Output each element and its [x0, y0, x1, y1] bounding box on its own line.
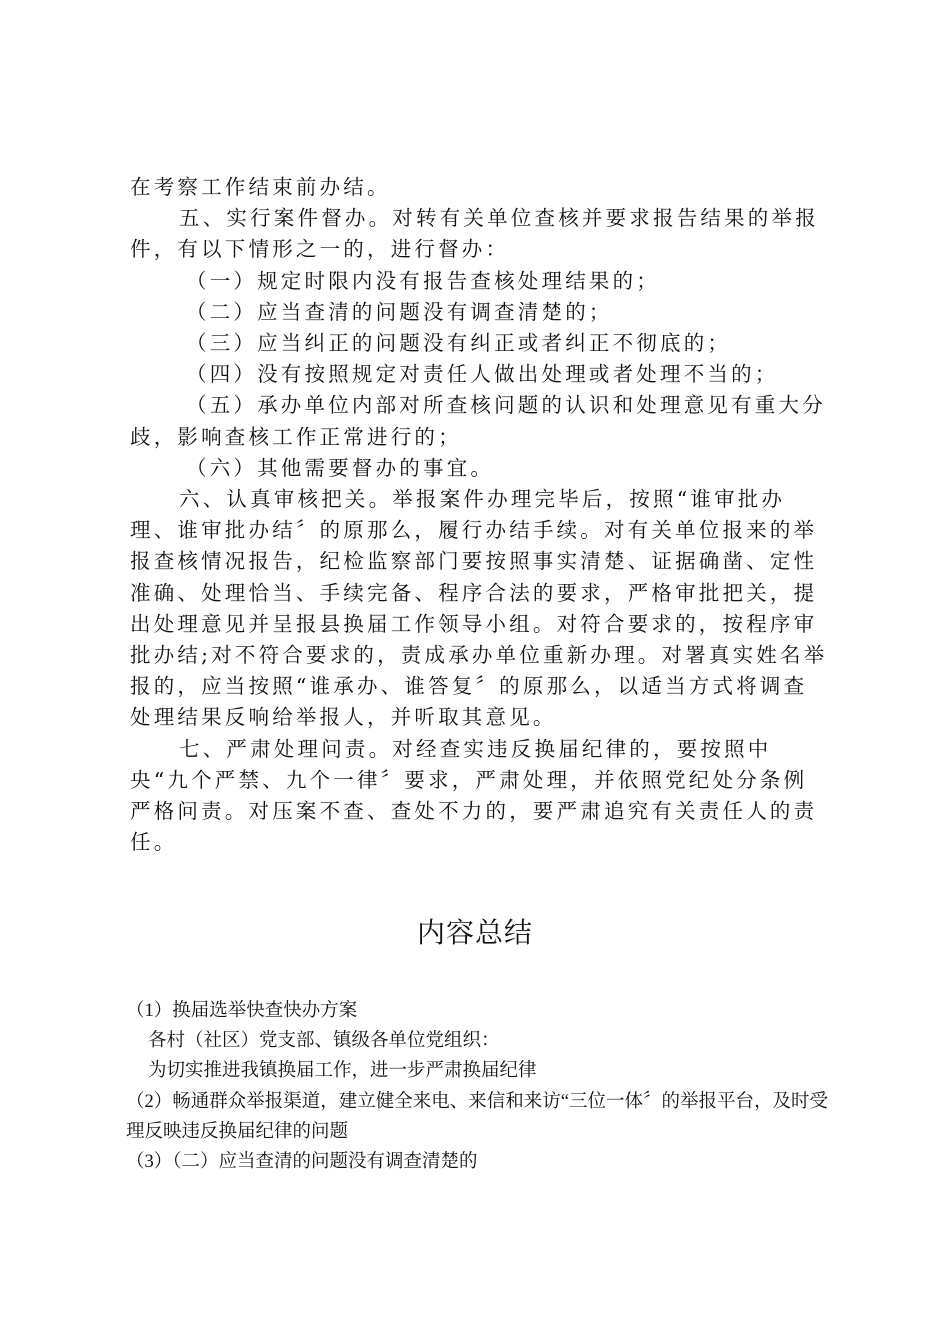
summary-item: （2）畅通群众举报渠道，建立健全来电、来信和来访“三位一体〞的举报平台，及时受理反映违反换届纪律的问题 — [126, 1091, 828, 1142]
paragraph-section-6: 六、认真审核把关。举报案件办理完毕后，按照“谁审批办理、谁审批办结〞的原那么，履行办结手续。对有关单位报来的举报查核情况报告，纪检监察部门要按照事实清楚、证据确凿、定性准确、处理恰当、手续完备、程序合法的要求，严格审批把关，提出处理意见并呈报县换届工作领导小组。对符合要求的，按程序审批办结;对不符合要求的，责成承办单位重新办理。对署真实姓名举报的，应当按照“谁承办、谁答复〞的原那么，以适当方式将调查处理结果反响给举报人，并听取其意见。 — [130, 487, 828, 730]
document-body — [130, 172, 830, 858]
list-item: （五）承办单位内部对所查核问题的认识和处理意见有重大分歧，影响查核工作正常进行的； — [130, 393, 826, 449]
list-item: （二）应当查清的问题没有调查清楚的； — [186, 299, 613, 324]
summary-item: 为切实推进我镇换届工作，进一步严肃换届纪律 — [148, 1061, 537, 1082]
list-item: （四）没有按照规定对责任人做出处理或者处理不当的； — [186, 362, 779, 387]
paragraph-continuation: 在考察工作结束前办结。 — [130, 175, 391, 199]
summary-title: 内容总结 — [416, 918, 533, 949]
summary-list — [126, 996, 846, 1177]
paragraph-section-7: 七、严肃处理问责。对经查实违反换届纪律的，要按照中央“九个严禁、九个一律〞要求，严肃处理，并依照党纪处分条例严格问责。对压案不查、查处不力的，要严肃追究有关责任人的责任。 — [130, 736, 818, 855]
list-item: （一）规定时限内没有报告查核处理结果的； — [186, 268, 660, 293]
list-item: （三）应当纠正的问题没有纠正或者纠正不彻底的； — [186, 331, 732, 356]
summary-item: 各村（社区）党支部、镇级各单位党组织： — [148, 1031, 500, 1052]
list-item: （六）其他需要督办的事宜。 — [186, 455, 495, 480]
paragraph-section-5: 五、实行案件督办。对转有关单位查核并要求报告结果的举报件，有以下情形之一的，进行督办： — [130, 206, 819, 262]
summary-item: （1）换届选举快查快办方案 — [126, 1001, 358, 1021]
summary-item: （3）（二）应当查清的问题没有调查清楚的 — [126, 1152, 478, 1173]
